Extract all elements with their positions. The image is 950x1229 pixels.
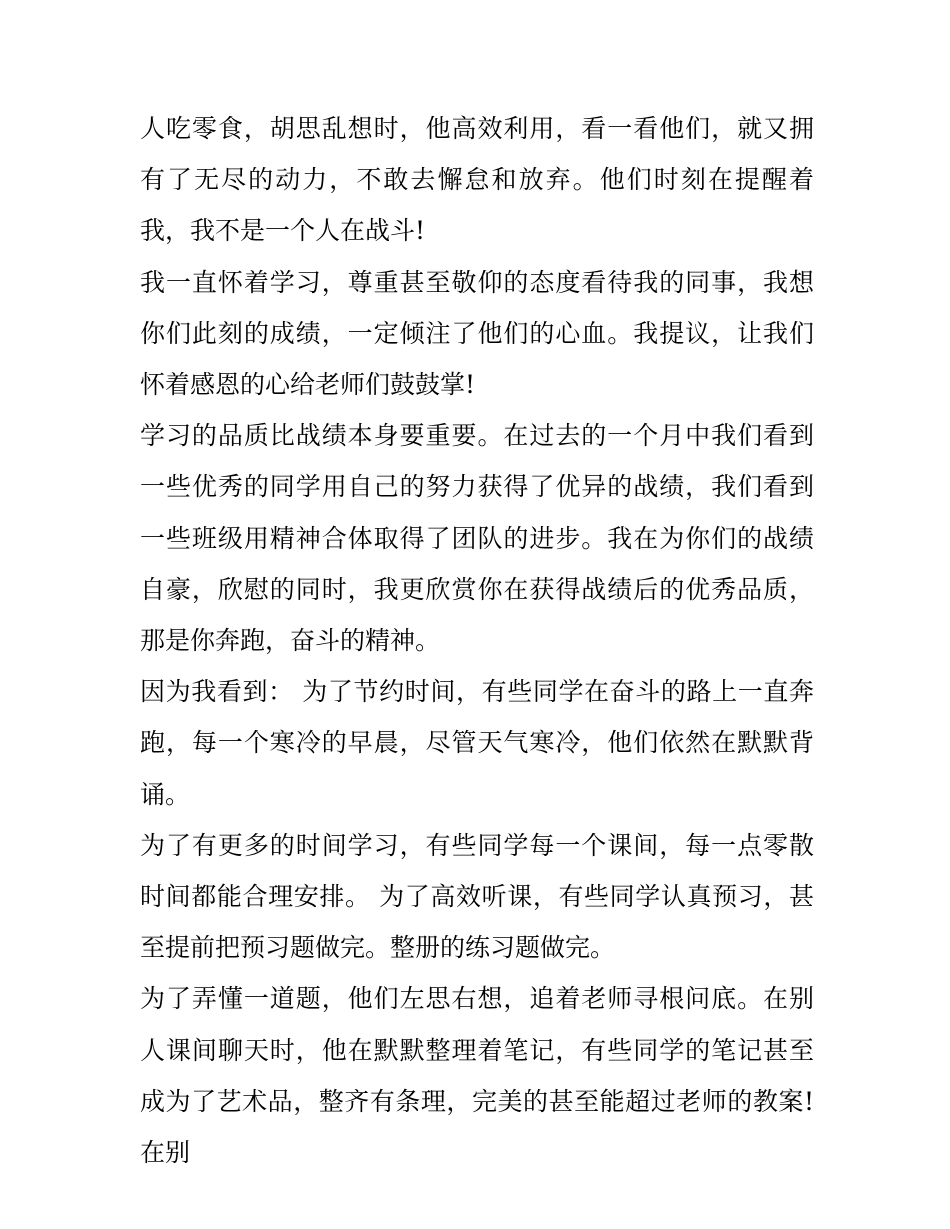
paragraph-6: 为了弄懂一道题，他们左思右想，追着老师寻根问底。在别人课间聊天时，他在默默整理着笔记，有些同学的笔记甚至成为了艺术品，整齐有条理，完美的甚至能超过老师的教案!在别 [140, 984, 814, 1168]
paragraph-3: 学习的品质比战绩本身要重要。在过去的一个月中我们看到一些优秀的同学用自己的努力获得了优异的战绩，我们看到一些班级用精神合体取得了团队的进步。我在为你们的战绩自豪，欣慰的同时，我更欣赏你在获得战绩后的优秀品质，那是你奔跑，奋斗的精神。 [140, 421, 814, 656]
paragraph-4: 因为我看到： 为了节约时间，有些同学在奋斗的路上一直奔跑，每一个寒冷的早晨，尽管天气寒冷，他们依然在默默背诵。 [140, 677, 814, 809]
paragraph-5: 为了有更多的时间学习，有些同学每一个课间，每一点零散时间都能合理安排。 为了高效听课，有些同学认真预习，甚至提前把预习题做完。整册的练习题做完。 [140, 830, 814, 963]
paragraph-2: 我一直怀着学习，尊重甚至敬仰的态度看待我的同事，我想你们此刻的成绩，一定倾注了他们的心血。我提议，让我们怀着感恩的心给老师们鼓鼓掌! [140, 267, 814, 400]
paragraph-1: 人吃零食，胡思乱想时，他高效利用，看一看他们，就又拥有了无尽的动力，不敢去懈怠和放弃。他们时刻在提醒着我，我不是一个人在战斗! [140, 114, 814, 246]
document-body [140, 103, 814, 1178]
